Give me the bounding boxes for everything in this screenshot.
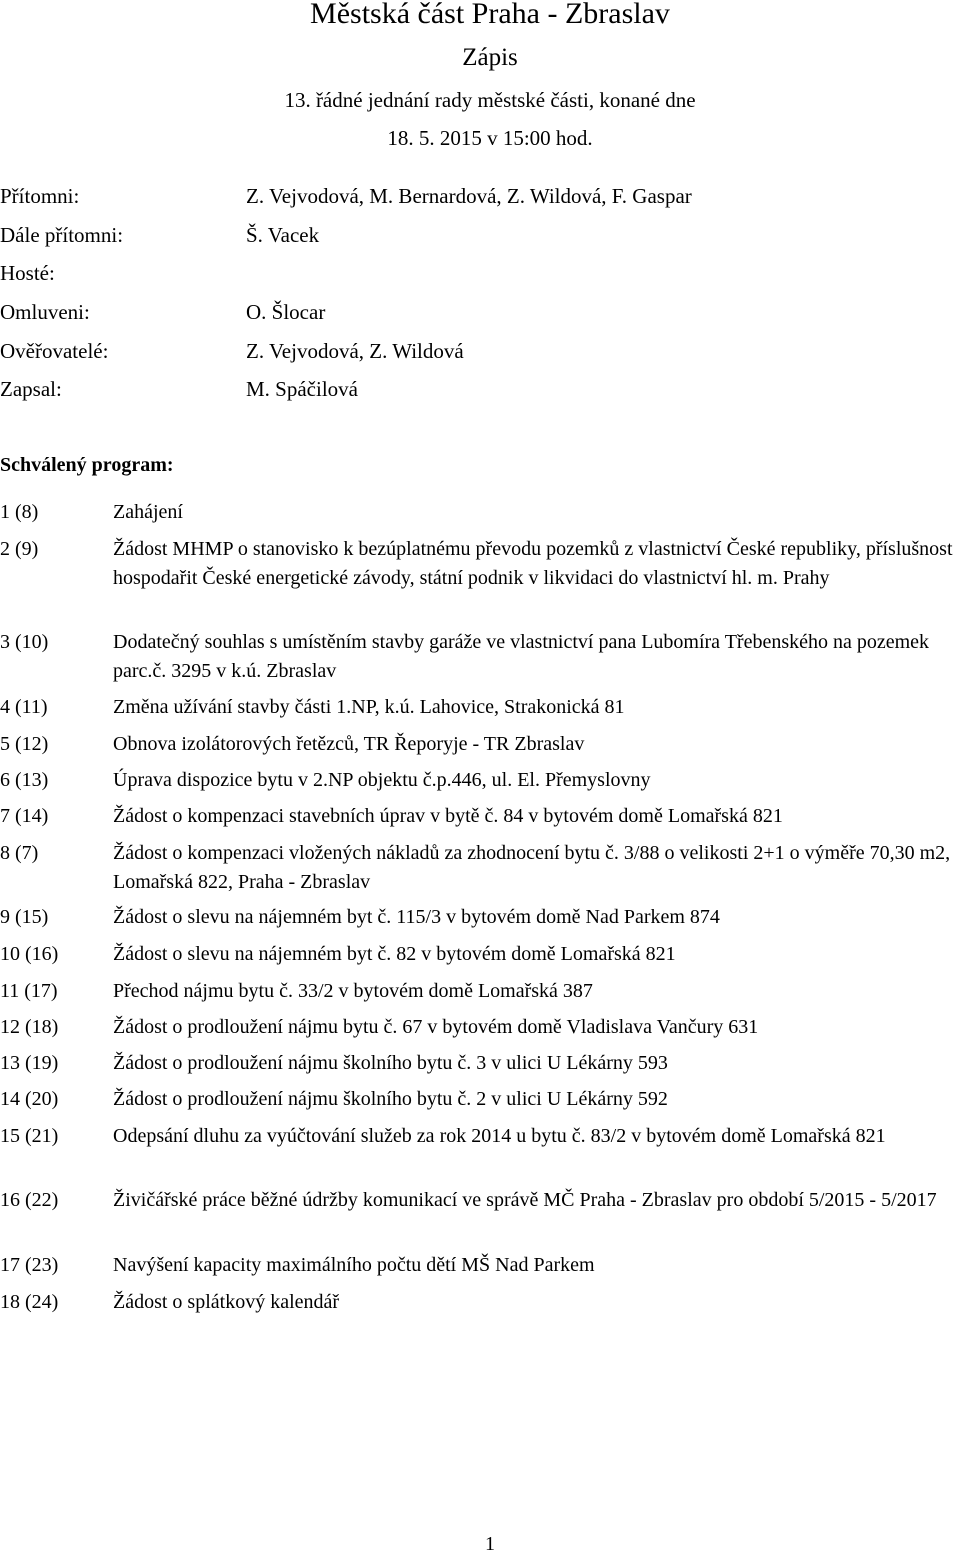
program-item-text: Živičářské práce běžné údržby komunikací ve správě MČ Praha - Zbraslav pro období 5/2015 - 5/2017 bbox=[113, 1189, 937, 1211]
program-item-number: 5 (12) bbox=[0, 733, 49, 755]
program-item-text: Žádost o prodloužení nájmu bytu č. 67 v bytovém domě Vladislava Vančury 631 bbox=[113, 1016, 759, 1038]
program-item-text: Žádost o prodloužení nájmu školního bytu č. 3 v ulici U Lékárny 593 bbox=[113, 1052, 668, 1074]
program-item-number: 4 (11) bbox=[0, 696, 48, 718]
page-number: 1 bbox=[485, 1533, 495, 1555]
program-item-number: 6 (13) bbox=[0, 769, 49, 791]
attendance-value-present: Z. Vejvodová, M. Bernardová, Z. Wildová, F. Gaspar bbox=[246, 184, 692, 208]
program-item-number: 18 (24) bbox=[0, 1291, 59, 1313]
program-item-text: Žádost o slevu na nájemném byt č. 82 v bytovém domě Lomařská 821 bbox=[113, 943, 676, 965]
document-title: Městská část Praha - Zbraslav bbox=[310, 0, 670, 30]
attendance-label-verifiers: Ověřovatelé: bbox=[0, 339, 109, 363]
attendance-value-excused: O. Šlocar bbox=[246, 300, 326, 324]
attendance-label-excused: Omluveni: bbox=[0, 300, 90, 324]
program-item-number: 9 (15) bbox=[0, 906, 49, 928]
program-item-text: Obnova izolátorových řetězců, TR Řeporyje - TR Zbraslav bbox=[113, 733, 585, 755]
program-item-number: 10 (16) bbox=[0, 943, 59, 965]
program-item-number: 2 (9) bbox=[0, 538, 39, 560]
program-item-number: 17 (23) bbox=[0, 1254, 59, 1276]
program-item-text: Dodatečný souhlas s umístěním stavby garáže ve vlastnictví pana Lubomíra Třebenského na pozemek parc.č. 3295 v k.ú. Zbraslav bbox=[113, 631, 930, 682]
program-item-text: Žádost o kompenzaci vložených nákladů za zhodnocení bytu č. 3/88 o velikosti 2+1 o výměře 70,30 m2, Lomařská 822, Praha - Zbraslav bbox=[113, 842, 951, 893]
attendance-value-verifiers: Z. Vejvodová, Z. Wildová bbox=[246, 339, 464, 363]
attendance-value-also-present: Š. Vacek bbox=[246, 223, 320, 247]
program-item-number: 15 (21) bbox=[0, 1125, 59, 1147]
program-item-text: Žádost o splátkový kalendář bbox=[113, 1291, 340, 1313]
attendance-value-recorder: M. Spáčilová bbox=[246, 377, 358, 401]
attendance-label-present: Přítomni: bbox=[0, 184, 80, 208]
document-subtitle: Zápis bbox=[462, 44, 518, 71]
program-heading: Schválený program: bbox=[0, 454, 174, 476]
program-item-text: Žádost o kompenzaci stavebních úprav v bytě č. 84 v bytovém domě Lomařská 821 bbox=[113, 805, 783, 827]
program-item-text: Žádost MHMP o stanovisko k bezúplatnému převodu pozemků z vlastnictví České republiky, příslušnost hospodařit České energetické závody, státní podnik v likvidaci do vlastnictví hl. m. Prahy bbox=[113, 538, 953, 589]
program-item-text: Přechod nájmu bytu č. 33/2 v bytovém domě Lomařská 387 bbox=[113, 980, 593, 1002]
attendance-label-guests: Hosté: bbox=[0, 261, 55, 285]
program-item-number: 1 (8) bbox=[0, 501, 39, 523]
program-item-text: Navýšení kapacity maximálního počtu dětí MŠ Nad Parkem bbox=[113, 1254, 595, 1276]
program-item-text: Zahájení bbox=[113, 501, 183, 523]
program-item-number: 14 (20) bbox=[0, 1088, 59, 1110]
program-item-number: 12 (18) bbox=[0, 1016, 59, 1038]
program-item-text: Žádost o slevu na nájemném byt č. 115/3 v bytovém domě Nad Parkem 874 bbox=[113, 906, 720, 928]
program-item-number: 11 (17) bbox=[0, 980, 58, 1002]
program-item-text: Úprava dispozice bytu v 2.NP objektu č.p.446, ul. El. Přemyslovny bbox=[113, 769, 651, 791]
meeting-date: 18. 5. 2015 v 15:00 hod. bbox=[387, 126, 593, 150]
program-item-number: 16 (22) bbox=[0, 1189, 59, 1211]
program-item-text: Změna užívání stavby části 1.NP, k.ú. Lahovice, Strakonická 81 bbox=[113, 696, 625, 718]
program-item-text: Odepsání dluhu za vyúčtování služeb za rok 2014 u bytu č. 83/2 v bytovém domě Lomařská 821 bbox=[113, 1125, 886, 1147]
attendance-label-also-present: Dále přítomni: bbox=[0, 223, 124, 247]
attendance-label-recorder: Zapsal: bbox=[0, 377, 62, 401]
meeting-description: 13. řádné jednání rady městské části, konané dne bbox=[284, 88, 696, 112]
program-item-number: 3 (10) bbox=[0, 631, 49, 653]
program-item-number: 7 (14) bbox=[0, 805, 49, 827]
program-item-text: Žádost o prodloužení nájmu školního bytu č. 2 v ulici U Lékárny 592 bbox=[113, 1088, 668, 1110]
program-item-number: 8 (7) bbox=[0, 842, 39, 864]
program-item-number: 13 (19) bbox=[0, 1052, 59, 1074]
